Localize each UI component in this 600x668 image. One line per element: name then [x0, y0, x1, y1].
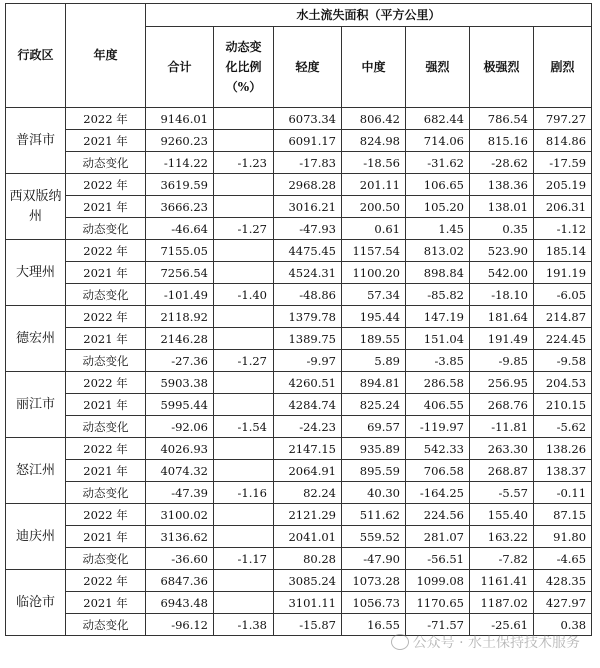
- header-mild: 轻度: [274, 27, 342, 108]
- ratio-cell: [214, 240, 274, 262]
- very-intense-cell: 181.64: [470, 306, 534, 328]
- mild-cell: 4475.45: [274, 240, 342, 262]
- region-name: 德宏州: [6, 306, 66, 372]
- intense-cell: 147.19: [406, 306, 470, 328]
- very-intense-cell: 268.76: [470, 394, 534, 416]
- total-cell: 4074.32: [146, 460, 214, 482]
- very-intense-cell: 138.36: [470, 174, 534, 196]
- severe-cell: 428.35: [534, 570, 592, 592]
- year-cell: 2021 年: [66, 196, 146, 218]
- intense-cell: -71.57: [406, 614, 470, 636]
- moderate-cell: 894.81: [342, 372, 406, 394]
- table-row: [6, 394, 592, 416]
- year-cell: 2021 年: [66, 592, 146, 614]
- very-intense-cell: 263.30: [470, 438, 534, 460]
- intense-cell: -85.82: [406, 284, 470, 306]
- ratio-cell: [214, 262, 274, 284]
- severe-cell: 87.15: [534, 504, 592, 526]
- intense-cell: 1.45: [406, 218, 470, 240]
- header-group-title: 水土流失面积（平方公里）: [146, 4, 592, 27]
- total-cell: -36.60: [146, 548, 214, 570]
- very-intense-cell: 256.95: [470, 372, 534, 394]
- moderate-cell: 1157.54: [342, 240, 406, 262]
- intense-cell: 406.55: [406, 394, 470, 416]
- mild-cell: 4284.74: [274, 394, 342, 416]
- moderate-cell: 511.62: [342, 504, 406, 526]
- severe-cell: -0.11: [534, 482, 592, 504]
- ratio-cell: [214, 570, 274, 592]
- very-intense-cell: 1161.41: [470, 570, 534, 592]
- total-cell: 6943.48: [146, 592, 214, 614]
- total-cell: 3666.23: [146, 196, 214, 218]
- intense-cell: 542.33: [406, 438, 470, 460]
- region-name: 怒江州: [6, 438, 66, 504]
- year-cell: 2021 年: [66, 328, 146, 350]
- intense-cell: 151.04: [406, 328, 470, 350]
- very-intense-cell: -7.82: [470, 548, 534, 570]
- ratio-cell: [214, 372, 274, 394]
- ratio-cell: -1.40: [214, 284, 274, 306]
- severe-cell: -17.59: [534, 152, 592, 174]
- year-cell: 2021 年: [66, 526, 146, 548]
- severe-cell: 204.53: [534, 372, 592, 394]
- mild-cell: 2121.29: [274, 504, 342, 526]
- table-row: [6, 196, 592, 218]
- mild-cell: 4260.51: [274, 372, 342, 394]
- mild-cell: 4524.31: [274, 262, 342, 284]
- ratio-cell: [214, 526, 274, 548]
- year-cell: 动态变化: [66, 416, 146, 438]
- intense-cell: 682.44: [406, 108, 470, 130]
- intense-cell: 813.02: [406, 240, 470, 262]
- wechat-icon: [391, 634, 409, 650]
- total-cell: -101.49: [146, 284, 214, 306]
- ratio-cell: [214, 504, 274, 526]
- mild-cell: -48.86: [274, 284, 342, 306]
- year-cell: 2022 年: [66, 570, 146, 592]
- region-name: 迪庆州: [6, 504, 66, 570]
- mild-cell: 1389.75: [274, 328, 342, 350]
- intense-cell: -31.62: [406, 152, 470, 174]
- year-cell: 2022 年: [66, 372, 146, 394]
- moderate-cell: -47.90: [342, 548, 406, 570]
- moderate-cell: 40.30: [342, 482, 406, 504]
- very-intense-cell: -25.61: [470, 614, 534, 636]
- severe-cell: -6.05: [534, 284, 592, 306]
- moderate-cell: 935.89: [342, 438, 406, 460]
- table-row: [6, 306, 592, 328]
- very-intense-cell: 523.90: [470, 240, 534, 262]
- total-cell: 6847.36: [146, 570, 214, 592]
- total-cell: -46.64: [146, 218, 214, 240]
- very-intense-cell: 815.16: [470, 130, 534, 152]
- severe-cell: 191.19: [534, 262, 592, 284]
- table-row: [6, 174, 592, 196]
- moderate-cell: 189.55: [342, 328, 406, 350]
- intense-cell: 1170.65: [406, 592, 470, 614]
- mild-cell: 3101.11: [274, 592, 342, 614]
- intense-cell: -164.25: [406, 482, 470, 504]
- year-cell: 动态变化: [66, 152, 146, 174]
- header-total: 合计: [146, 27, 214, 108]
- severe-cell: 138.37: [534, 460, 592, 482]
- mild-cell: -47.93: [274, 218, 342, 240]
- intense-cell: 1099.08: [406, 570, 470, 592]
- watermark-text: 公众号 · 水土保持技术服务: [412, 635, 580, 651]
- very-intense-cell: -28.62: [470, 152, 534, 174]
- table-row: [6, 152, 592, 174]
- total-cell: 2118.92: [146, 306, 214, 328]
- moderate-cell: 1100.20: [342, 262, 406, 284]
- ratio-cell: -1.17: [214, 548, 274, 570]
- year-cell: 动态变化: [66, 614, 146, 636]
- very-intense-cell: 138.01: [470, 196, 534, 218]
- soil-erosion-table: [5, 3, 592, 636]
- total-cell: 2146.28: [146, 328, 214, 350]
- severe-cell: 224.45: [534, 328, 592, 350]
- ratio-cell: [214, 174, 274, 196]
- year-cell: 动态变化: [66, 350, 146, 372]
- ratio-cell: -1.27: [214, 218, 274, 240]
- moderate-cell: -18.56: [342, 152, 406, 174]
- table-row: [6, 328, 592, 350]
- moderate-cell: 559.52: [342, 526, 406, 548]
- total-cell: -96.12: [146, 614, 214, 636]
- total-cell: 3136.62: [146, 526, 214, 548]
- total-cell: 5995.44: [146, 394, 214, 416]
- severe-cell: -1.12: [534, 218, 592, 240]
- ratio-cell: [214, 306, 274, 328]
- mild-cell: 3016.21: [274, 196, 342, 218]
- very-intense-cell: 542.00: [470, 262, 534, 284]
- moderate-cell: 1056.73: [342, 592, 406, 614]
- region-name: 普洱市: [6, 108, 66, 174]
- table-row: [6, 416, 592, 438]
- total-cell: 3100.02: [146, 504, 214, 526]
- severe-cell: 138.26: [534, 438, 592, 460]
- severe-cell: 185.14: [534, 240, 592, 262]
- moderate-cell: 0.61: [342, 218, 406, 240]
- mild-cell: -9.97: [274, 350, 342, 372]
- intense-cell: 706.58: [406, 460, 470, 482]
- moderate-cell: 57.34: [342, 284, 406, 306]
- ratio-cell: -1.16: [214, 482, 274, 504]
- ratio-cell: [214, 130, 274, 152]
- year-cell: 2022 年: [66, 504, 146, 526]
- intense-cell: 898.84: [406, 262, 470, 284]
- mild-cell: 2041.01: [274, 526, 342, 548]
- year-cell: 动态变化: [66, 482, 146, 504]
- header-moderate: 中度: [342, 27, 406, 108]
- total-cell: -27.36: [146, 350, 214, 372]
- year-cell: 2022 年: [66, 108, 146, 130]
- severe-cell: 210.15: [534, 394, 592, 416]
- moderate-cell: 1073.28: [342, 570, 406, 592]
- table-row: [6, 218, 592, 240]
- very-intense-cell: 0.35: [470, 218, 534, 240]
- year-cell: 2022 年: [66, 174, 146, 196]
- severe-cell: -4.65: [534, 548, 592, 570]
- very-intense-cell: 268.87: [470, 460, 534, 482]
- ratio-cell: [214, 394, 274, 416]
- table-row: [6, 570, 592, 592]
- year-cell: 动态变化: [66, 548, 146, 570]
- table-row: [6, 460, 592, 482]
- region-name: 西双版纳州: [6, 174, 66, 240]
- mild-cell: 6073.34: [274, 108, 342, 130]
- intense-cell: 286.58: [406, 372, 470, 394]
- table-row: [6, 284, 592, 306]
- region-name: 大理州: [6, 240, 66, 306]
- table-row: [6, 504, 592, 526]
- total-cell: -92.06: [146, 416, 214, 438]
- table-row: [6, 548, 592, 570]
- year-cell: 2022 年: [66, 438, 146, 460]
- table-row: [6, 526, 592, 548]
- severe-cell: 814.86: [534, 130, 592, 152]
- mild-cell: 80.28: [274, 548, 342, 570]
- severe-cell: 797.27: [534, 108, 592, 130]
- very-intense-cell: 155.40: [470, 504, 534, 526]
- total-cell: 9146.01: [146, 108, 214, 130]
- total-cell: 4026.93: [146, 438, 214, 460]
- moderate-cell: 69.57: [342, 416, 406, 438]
- severe-cell: 0.38: [534, 614, 592, 636]
- very-intense-cell: -18.10: [470, 284, 534, 306]
- year-cell: 2021 年: [66, 460, 146, 482]
- severe-cell: 214.87: [534, 306, 592, 328]
- total-cell: -47.39: [146, 482, 214, 504]
- year-cell: 2022 年: [66, 306, 146, 328]
- very-intense-cell: 786.54: [470, 108, 534, 130]
- header-year: 年度: [66, 4, 146, 108]
- ratio-cell: [214, 196, 274, 218]
- very-intense-cell: -9.85: [470, 350, 534, 372]
- very-intense-cell: -11.81: [470, 416, 534, 438]
- header-ratio: 动态变化比例（%）: [214, 27, 274, 108]
- ratio-cell: [214, 438, 274, 460]
- intense-cell: 714.06: [406, 130, 470, 152]
- mild-cell: 3085.24: [274, 570, 342, 592]
- very-intense-cell: 163.22: [470, 526, 534, 548]
- mild-cell: 1379.78: [274, 306, 342, 328]
- table-body: [6, 108, 592, 636]
- very-intense-cell: 1187.02: [470, 592, 534, 614]
- ratio-cell: -1.54: [214, 416, 274, 438]
- total-cell: 3619.59: [146, 174, 214, 196]
- total-cell: 5903.38: [146, 372, 214, 394]
- mild-cell: -24.23: [274, 416, 342, 438]
- very-intense-cell: 191.49: [470, 328, 534, 350]
- table-row: [6, 592, 592, 614]
- intense-cell: 281.07: [406, 526, 470, 548]
- severe-cell: 427.97: [534, 592, 592, 614]
- severe-cell: 91.80: [534, 526, 592, 548]
- watermark: [391, 632, 580, 652]
- moderate-cell: 895.59: [342, 460, 406, 482]
- header-intense: 强烈: [406, 27, 470, 108]
- very-intense-cell: -5.57: [470, 482, 534, 504]
- year-cell: 2021 年: [66, 130, 146, 152]
- header-region: 行政区: [6, 4, 66, 108]
- moderate-cell: 825.24: [342, 394, 406, 416]
- intense-cell: -3.85: [406, 350, 470, 372]
- mild-cell: -15.87: [274, 614, 342, 636]
- year-cell: 2021 年: [66, 394, 146, 416]
- ratio-cell: -1.23: [214, 152, 274, 174]
- ratio-cell: [214, 108, 274, 130]
- mild-cell: 2064.91: [274, 460, 342, 482]
- mild-cell: 2147.15: [274, 438, 342, 460]
- intense-cell: 224.56: [406, 504, 470, 526]
- region-name: 丽江市: [6, 372, 66, 438]
- severe-cell: -5.62: [534, 416, 592, 438]
- total-cell: 9260.23: [146, 130, 214, 152]
- moderate-cell: 824.98: [342, 130, 406, 152]
- region-name: 临沧市: [6, 570, 66, 636]
- severe-cell: 205.19: [534, 174, 592, 196]
- table-row: [6, 130, 592, 152]
- ratio-cell: [214, 328, 274, 350]
- intense-cell: -56.51: [406, 548, 470, 570]
- table-row: [6, 438, 592, 460]
- table-row: [6, 482, 592, 504]
- total-cell: 7256.54: [146, 262, 214, 284]
- intense-cell: -119.97: [406, 416, 470, 438]
- year-cell: 2022 年: [66, 240, 146, 262]
- ratio-cell: [214, 460, 274, 482]
- intense-cell: 105.20: [406, 196, 470, 218]
- table-row: [6, 350, 592, 372]
- mild-cell: 82.24: [274, 482, 342, 504]
- mild-cell: -17.83: [274, 152, 342, 174]
- intense-cell: 106.65: [406, 174, 470, 196]
- moderate-cell: 806.42: [342, 108, 406, 130]
- severe-cell: -9.58: [534, 350, 592, 372]
- header-very-intense: 极强烈: [470, 27, 534, 108]
- ratio-cell: -1.27: [214, 350, 274, 372]
- mild-cell: 2968.28: [274, 174, 342, 196]
- ratio-cell: -1.38: [214, 614, 274, 636]
- total-cell: 7155.05: [146, 240, 214, 262]
- mild-cell: 6091.17: [274, 130, 342, 152]
- moderate-cell: 195.44: [342, 306, 406, 328]
- table-row: [6, 372, 592, 394]
- year-cell: 2021 年: [66, 262, 146, 284]
- severe-cell: 206.31: [534, 196, 592, 218]
- moderate-cell: 200.50: [342, 196, 406, 218]
- year-cell: 动态变化: [66, 218, 146, 240]
- total-cell: -114.22: [146, 152, 214, 174]
- table-row: [6, 262, 592, 284]
- year-cell: 动态变化: [66, 284, 146, 306]
- moderate-cell: 16.55: [342, 614, 406, 636]
- table-row: [6, 240, 592, 262]
- table-row: [6, 108, 592, 130]
- moderate-cell: 201.11: [342, 174, 406, 196]
- moderate-cell: 5.89: [342, 350, 406, 372]
- ratio-cell: [214, 592, 274, 614]
- header-severe: 剧烈: [534, 27, 592, 108]
